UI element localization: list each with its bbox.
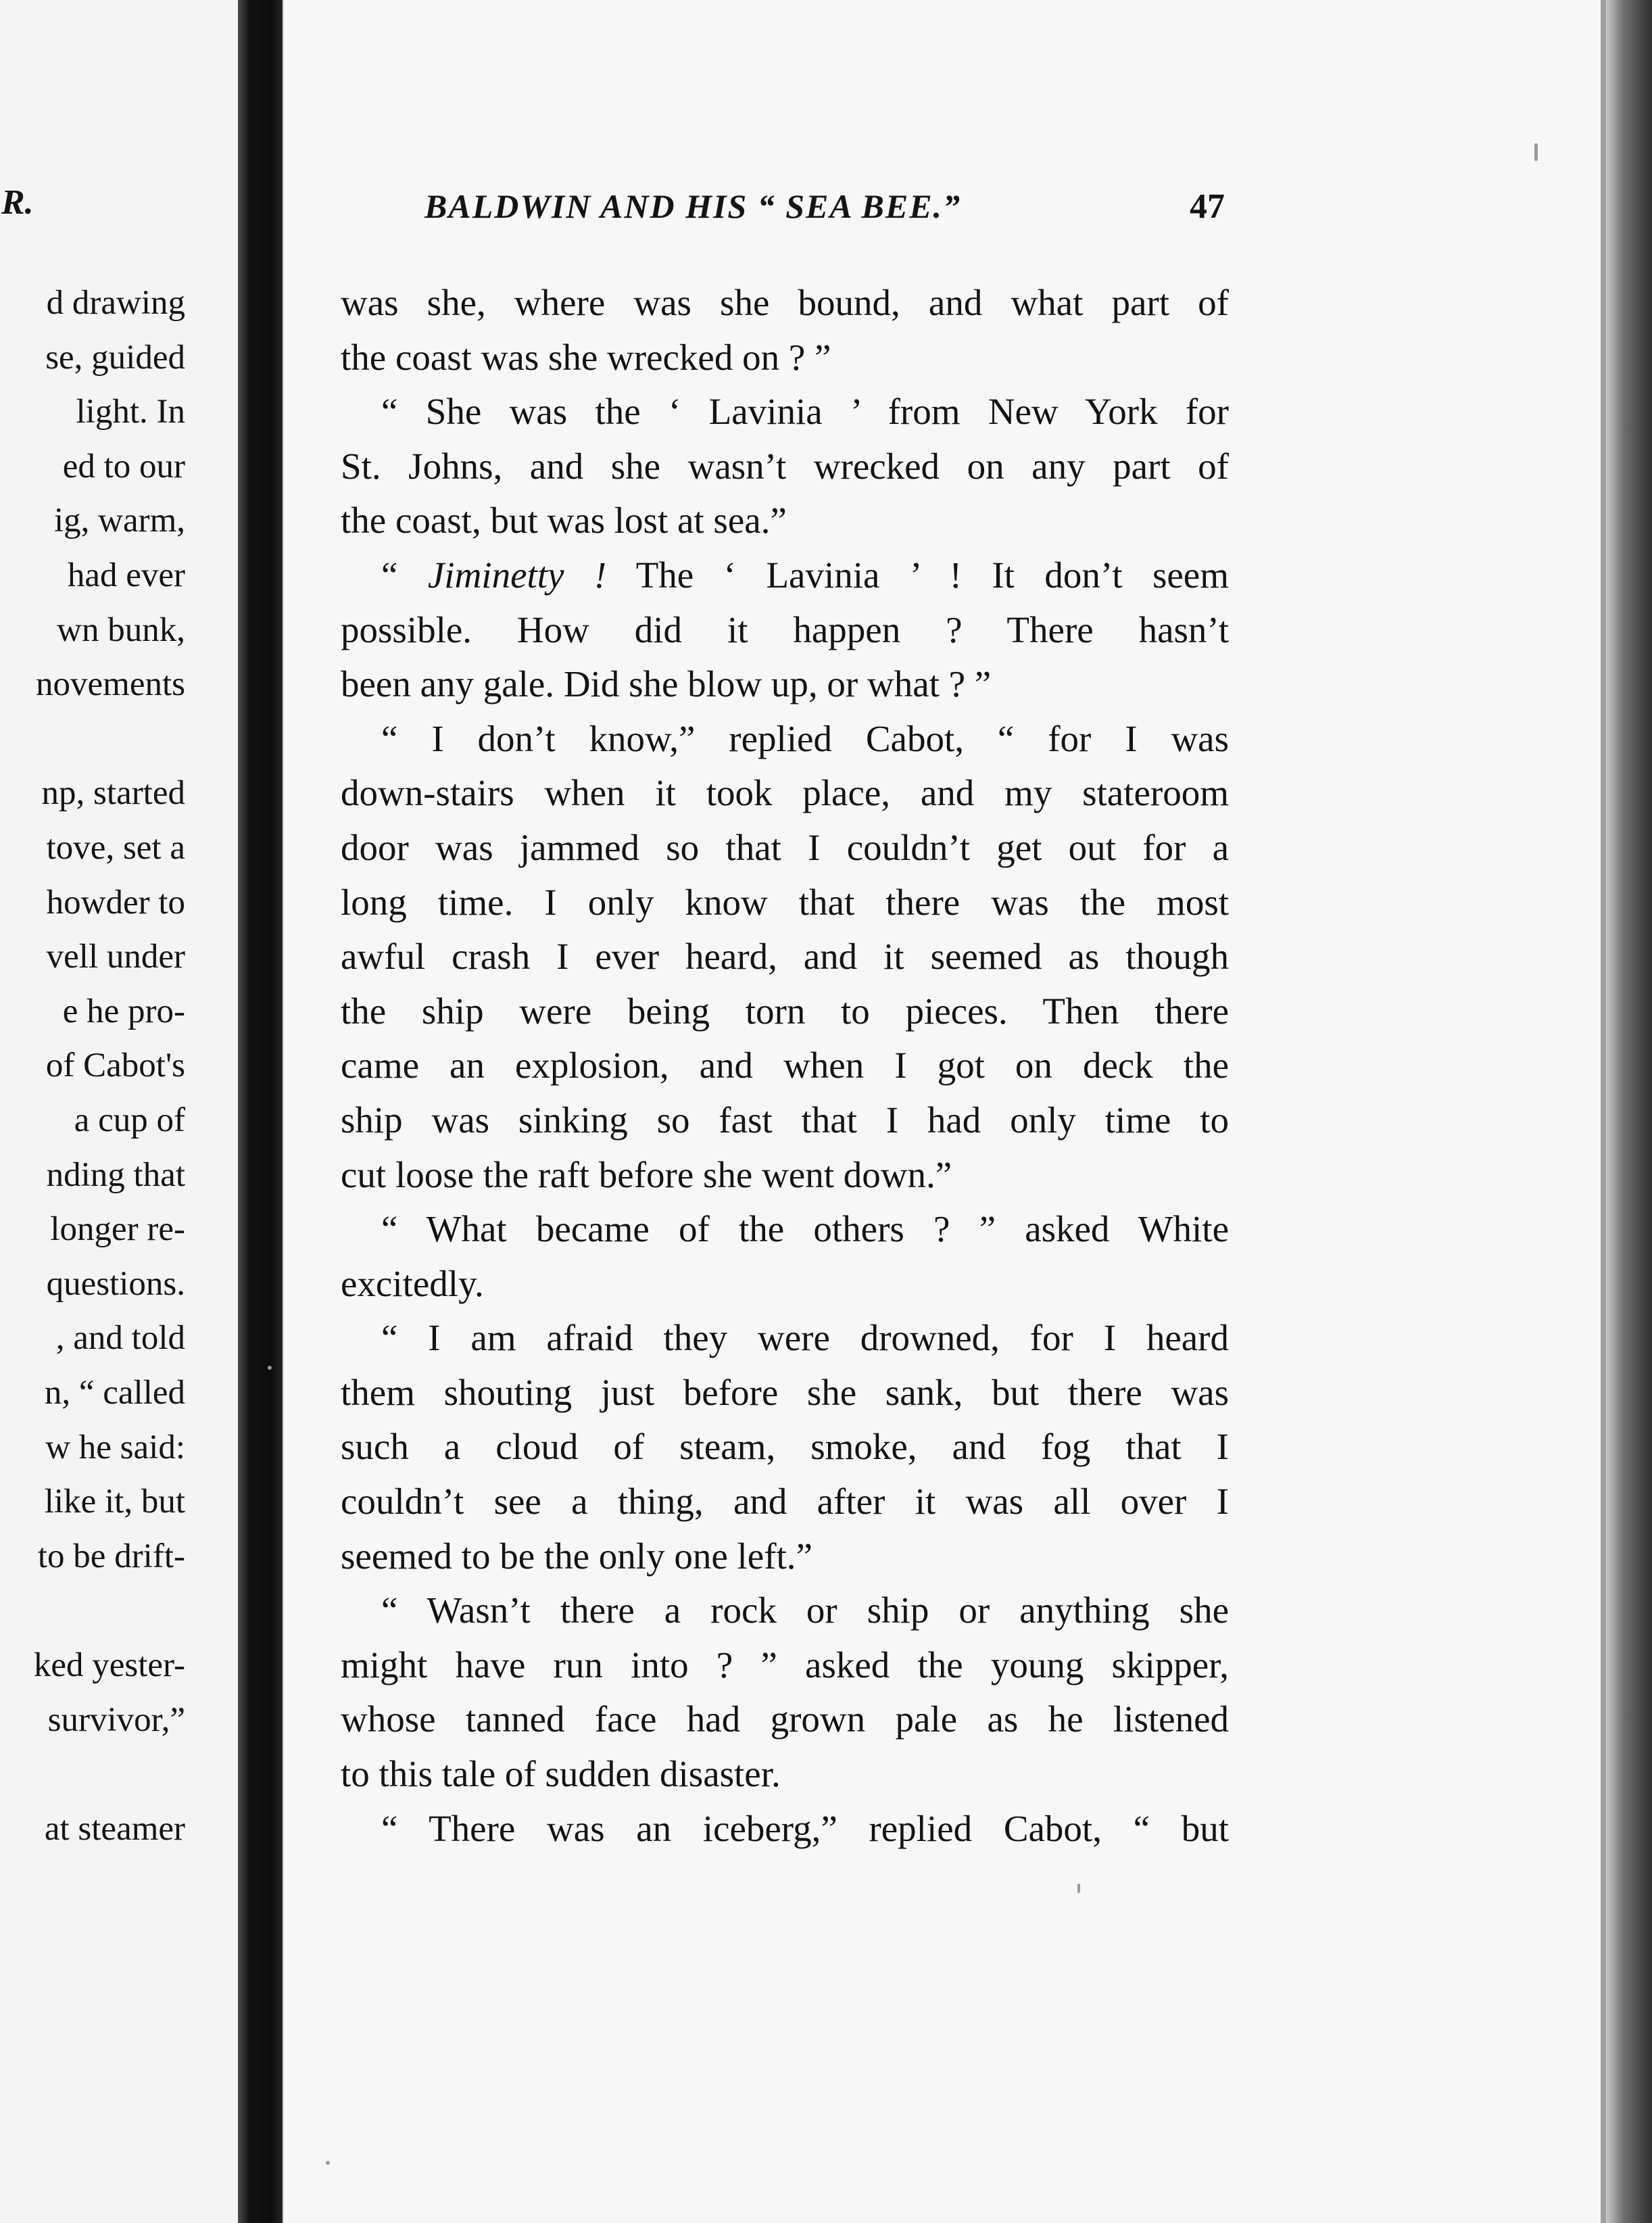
left-page-line: like it, but xyxy=(44,1483,185,1521)
text-line: the ship were being torn to pieces. Then there xyxy=(341,990,1229,1032)
text-line: “ Wasn’t there a rock or ship or anything she xyxy=(381,1589,1229,1631)
text-line: cut loose the raft before she went down.” xyxy=(341,1153,952,1195)
scan-speck xyxy=(268,1366,272,1370)
text-line: “ There was an iceberg,” replied Cabot, “ but xyxy=(381,1807,1229,1849)
left-page-line: , and told xyxy=(55,1319,185,1358)
text-line: was she, where was she bound, and what part of xyxy=(341,282,1229,323)
text-line: came an explosion, and when I got on deck the xyxy=(341,1045,1229,1086)
left-page-line: of Cabot's xyxy=(45,1047,185,1085)
book-gutter-shadow xyxy=(238,0,285,2223)
scan-speck xyxy=(1534,143,1538,161)
text-line: “ What became of the others ? ” asked White xyxy=(381,1208,1229,1250)
page-edge-shadow xyxy=(1606,0,1652,2223)
running-head: BALDWIN AND HIS “ SEA BEE.” xyxy=(424,187,962,225)
left-page-line: had ever xyxy=(67,556,185,594)
text-line: possible. How did it happen ? There hasn’t xyxy=(341,608,1229,650)
left-page-line: d drawing xyxy=(46,284,185,322)
left-page-line: ed to our xyxy=(62,447,185,485)
text-line: to this tale of sudden disaster. xyxy=(341,1753,781,1795)
text-line: “ She was the ‘ Lavinia ’ from New York for xyxy=(381,391,1229,433)
text-line: ship was sinking so fast that I had only time to xyxy=(341,1099,1229,1141)
left-page-line: howder to xyxy=(46,883,185,922)
text-line: down-stairs when it took place, and my stateroom xyxy=(341,772,1229,814)
text-line: been any gale. Did she blow up, or what ? ” xyxy=(341,663,992,705)
text-line: couldn’t see a thing, and after it was all over I xyxy=(341,1481,1229,1523)
facing-page-left xyxy=(0,0,238,2223)
left-page-line: se, guided xyxy=(45,338,185,377)
scan-speck xyxy=(326,2161,330,2165)
left-page-line: survivor,” xyxy=(47,1700,185,1739)
text-line: St. Johns, and she wasn’t wrecked on any part of xyxy=(341,445,1229,487)
text-line: “ I am afraid they were drowned, for I heard xyxy=(381,1317,1229,1359)
text-line: “ Jiminetty ! The ‘ Lavinia ’ ! It don’t seem xyxy=(381,554,1229,596)
left-page-line: novements xyxy=(36,665,185,704)
left-page-line: e he pro- xyxy=(62,992,185,1030)
left-page-line: vell under xyxy=(46,938,185,976)
left-running-head-fragment: R. xyxy=(1,183,34,222)
text-line: might have run into ? ” asked the young skipper, xyxy=(341,1644,1229,1686)
left-page-line: w he said: xyxy=(45,1428,185,1466)
left-page-line: longer re- xyxy=(50,1210,185,1249)
text-line: door was jammed so that I couldn’t get out for a xyxy=(341,826,1229,868)
text-line: “ I don’t know,” replied Cabot, “ for I was xyxy=(381,717,1229,759)
text-line: the coast, but was lost at sea.” xyxy=(341,500,787,542)
left-page-line: ked yester- xyxy=(33,1646,185,1684)
page-number: 47 xyxy=(1190,187,1225,226)
text-line: whose tanned face had grown pale as he listened xyxy=(341,1698,1229,1740)
text-line: seemed to be the only one left.” xyxy=(341,1535,812,1577)
left-page-line: wn bunk, xyxy=(57,611,185,649)
text-line: awful crash I ever heard, and it seemed as though xyxy=(341,936,1229,978)
text-line: long time. I only know that there was the most xyxy=(341,881,1229,923)
left-page-line: nding that xyxy=(46,1155,185,1194)
text-line: the coast was she wrecked on ? ” xyxy=(341,336,831,378)
left-page-line: a cup of xyxy=(74,1101,185,1139)
left-page-line: n, “ called xyxy=(44,1374,185,1412)
text-line: them shouting just before she sank, but there was xyxy=(341,1371,1229,1413)
left-page-line: questions. xyxy=(46,1264,185,1303)
left-page-line: np, started xyxy=(41,774,185,813)
left-page-line: at steamer xyxy=(44,1809,185,1848)
text-line: excitedly. xyxy=(341,1262,484,1304)
scan-speck xyxy=(1077,1884,1080,1893)
left-page-line: to be drift- xyxy=(37,1537,185,1575)
body-text xyxy=(341,276,1229,1856)
left-page-line: tove, set a xyxy=(46,829,185,867)
text-line: such a cloud of steam, smoke, and fog that I xyxy=(341,1426,1229,1468)
left-page-line: ig, warm, xyxy=(53,502,185,540)
left-page-line: light. In xyxy=(76,393,185,431)
